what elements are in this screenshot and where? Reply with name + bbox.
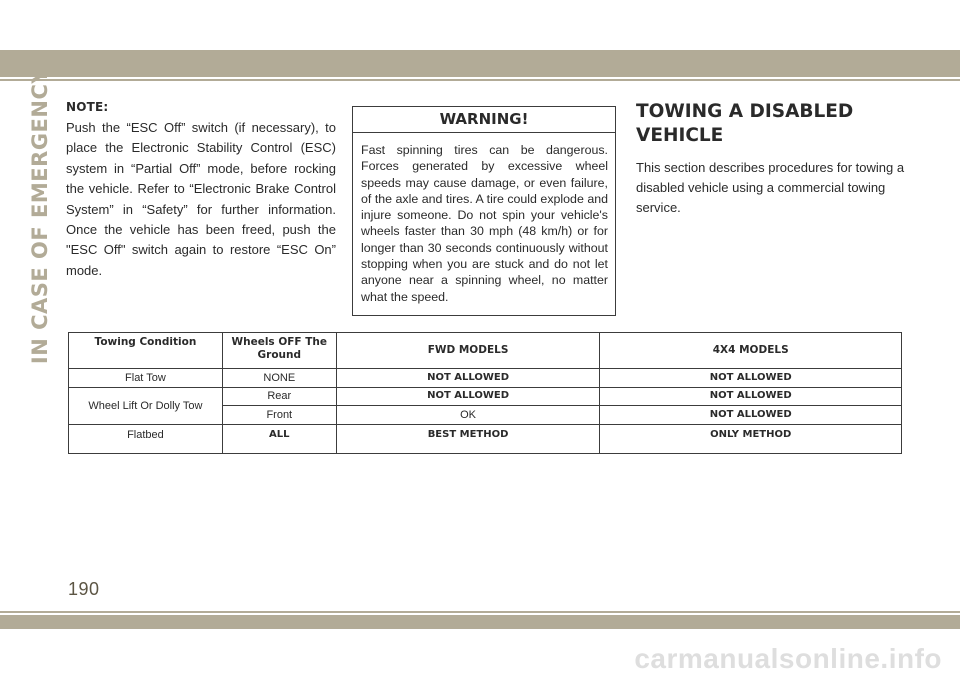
section-title: TOWING A DISABLED VEHICLE [636, 101, 854, 146]
cell-wheels: ALL [222, 424, 336, 453]
table-row [69, 369, 902, 388]
section-body: This section describes procedures for towing a disabled vehicle using a commercial towing service. [636, 160, 905, 215]
table-header-row [69, 333, 902, 369]
header-fwd-models: FWD MODELS [336, 333, 600, 369]
cell-4x4: NOT ALLOWED [600, 387, 902, 406]
watermark: carmanualsonline.info [634, 643, 942, 674]
cell-4x4: NOT ALLOWED [600, 369, 902, 388]
cell-fwd: BEST METHOD [336, 424, 600, 453]
towing-table [68, 332, 902, 454]
cell-fwd: NOT ALLOWED [336, 369, 600, 388]
footer-rule [0, 611, 960, 613]
cell-wheels: Rear [222, 387, 336, 406]
note-column [66, 100, 336, 281]
warning-body: Fast spinning tires can be dangerous. Forces generated by excessive wheel speeds may cause damage, or even failure, of the axle and tires. A tire could explode and injure someone. Do not spin your vehicle's wheels faster than 30 mph (48 km/h) or for longer than 30 seconds continuously without stopping when you are stuck and do not let anyone near a spinning wheel, no matter what the speed. [361, 143, 608, 304]
cell-fwd: NOT ALLOWED [336, 387, 600, 406]
header-towing-condition: Towing Condition [69, 333, 223, 369]
page-number: 190 [68, 579, 100, 599]
cell-condition: Flat Tow [69, 369, 223, 388]
cell-wheels: Front [222, 406, 336, 425]
section-column [636, 100, 906, 218]
cell-condition: Wheel Lift Or Dolly Tow [69, 387, 223, 424]
header-rule [0, 79, 960, 81]
note-title: NOTE: [66, 100, 109, 114]
header-wheels-off: Wheels OFF The Ground [222, 333, 336, 369]
table-row [69, 424, 902, 453]
warning-title: WARNING! [353, 107, 615, 133]
header-band [0, 50, 960, 77]
header-4x4-models: 4X4 MODELS [600, 333, 902, 369]
cell-condition: Flatbed [69, 424, 223, 453]
side-tab [28, 67, 52, 365]
cell-wheels: NONE [222, 369, 336, 388]
side-tab-label: IN CASE OF EMERGENCY [28, 67, 52, 365]
table-row [69, 387, 902, 406]
note-body: Push the “ESC Off” switch (if necessary), to place the Electronic Stability Control (ESC) system in “Partial Off” mode, before rocking the vehicle. Refer to “Electronic Brake Control System” in “Safety” for further information. Once the vehicle has been freed, push the "ESC Off" switch again to restore “ESC On” mode. [66, 120, 336, 278]
warning-box [352, 106, 616, 316]
cell-4x4: NOT ALLOWED [600, 406, 902, 425]
cell-4x4: ONLY METHOD [600, 424, 902, 453]
footer-band [0, 615, 960, 629]
cell-fwd: OK [336, 406, 600, 425]
